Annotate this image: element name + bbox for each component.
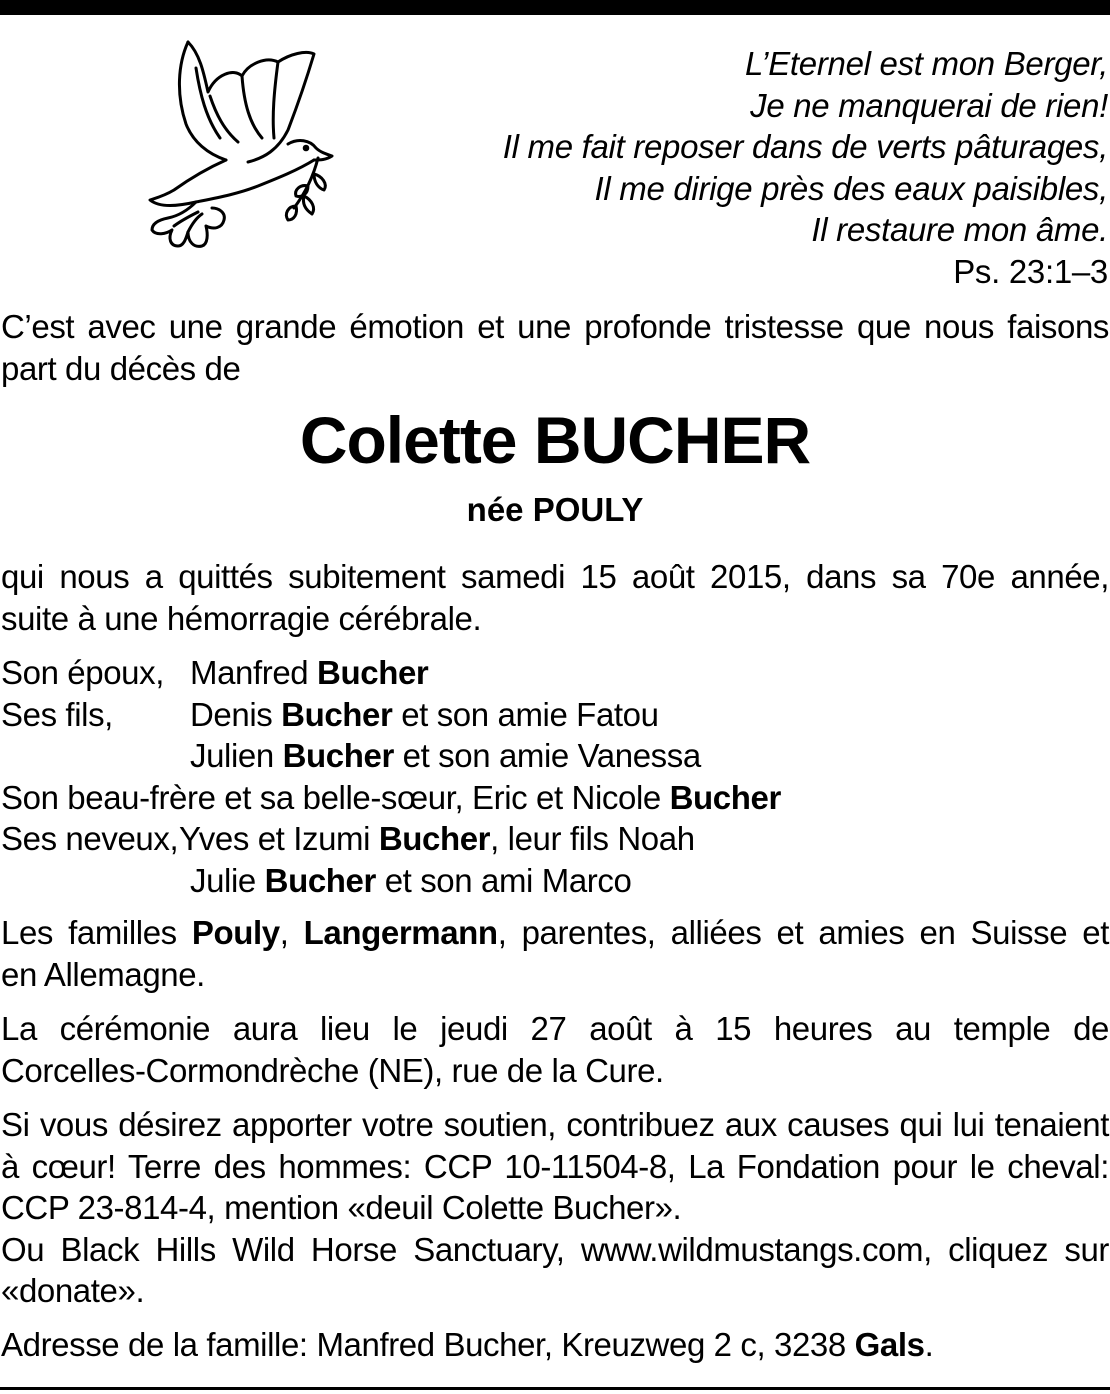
psalm-line: Il me fait reposer dans de verts pâturages,: [502, 128, 1108, 165]
passing-line: suite à une hémorragie cérébrale.: [1, 599, 482, 637]
maiden-name: née POULY: [466, 491, 644, 528]
support-line: à cœur! Terre des hommes: CCP 10-11504-8, La Fondation pour le cheval:: [1, 1147, 1109, 1185]
psalm-line: Je ne manquerai de rien!: [750, 86, 1108, 124]
family-row-sons: [1, 694, 1109, 736]
address-town: Gals: [854, 1326, 925, 1363]
families-paragraph: [1, 912, 1109, 995]
psalm-quote: [503, 43, 1108, 292]
families-line: en Allemagne.: [1, 955, 205, 993]
support-line: CCP 23-814-4, mention «deuil Colette Bucher».: [1, 1189, 682, 1226]
family-label: Ses fils,: [1, 695, 113, 733]
dove-icon: [138, 34, 338, 256]
ceremony-line: Corcelles-Cormondrèche (NE), rue de la Cure.: [1, 1051, 664, 1089]
family-member: Julien Bucher et son amie Vanessa: [190, 737, 701, 774]
top-rule: [0, 0, 1110, 15]
family-member: Yves et Izumi Bucher, leur fils Noah: [179, 820, 695, 857]
family-label: Son époux,: [1, 654, 164, 691]
intro-line: C’est avec une grande émotion et une profonde tristesse que nous faisons: [1, 308, 1109, 345]
bottom-rule: [0, 1387, 1110, 1390]
family-member: Denis Bucher et son amie Fatou: [190, 695, 659, 733]
support-line: Si vous désirez apporter votre soutien, contribuez aux causes qui lui tenaient: [1, 1106, 1109, 1143]
intro-paragraph: [1, 306, 1109, 389]
address-text: Adresse de la famille: Manfred Bucher, Kreuzweg 2 c, 3238: [1, 1326, 855, 1363]
deceased-name: Colette BUCHER: [299, 403, 811, 477]
families-line: Les familles Pouly, Langermann, parentes, alliées et amies en Suisse et: [1, 914, 1109, 951]
family-address: [1, 1324, 1109, 1366]
passing-line: qui nous a quittés subitement samedi 15 août 2015, dans sa 70e année,: [1, 558, 1109, 595]
support-line: Ou Black Hills Wild Horse Sanctuary, www.wildmustangs.com, cliquez sur: [1, 1230, 1109, 1268]
psalm-line: L’Eternel est mon Berger,: [744, 45, 1108, 82]
psalm-line: Il me dirige près des eaux paisibles,: [594, 169, 1108, 207]
family-row-nephew2: [1, 860, 1109, 902]
ceremony-paragraph: [1, 1008, 1109, 1091]
ceremony-line: La cérémonie aura lieu le jeudi 27 août à 15 heures au temple de: [1, 1010, 1109, 1047]
family-label: Ses neveux,: [1, 820, 179, 857]
address-end: .: [924, 1326, 934, 1363]
family-row-nephews: [1, 818, 1109, 860]
intro-line: part du décès de: [1, 349, 241, 387]
family-row-spouse: [1, 652, 1109, 694]
passing-paragraph: [1, 556, 1109, 639]
support-line: «donate».: [1, 1272, 145, 1309]
psalm-line: Il restaure mon âme.: [811, 211, 1108, 248]
family-row-son2: [1, 735, 1109, 777]
psalm-reference: Ps. 23:1–3: [953, 252, 1108, 290]
family-member: Julie Bucher et son ami Marco: [190, 861, 632, 899]
family-row-inlaws: [1, 777, 1109, 819]
family-list: [1, 652, 1109, 901]
family-member: Manfred Bucher: [190, 654, 429, 691]
support-paragraph: [1, 1104, 1109, 1312]
family-member: Son beau-frère et sa belle-sœur, Eric et Nicole Bucher: [1, 778, 781, 816]
